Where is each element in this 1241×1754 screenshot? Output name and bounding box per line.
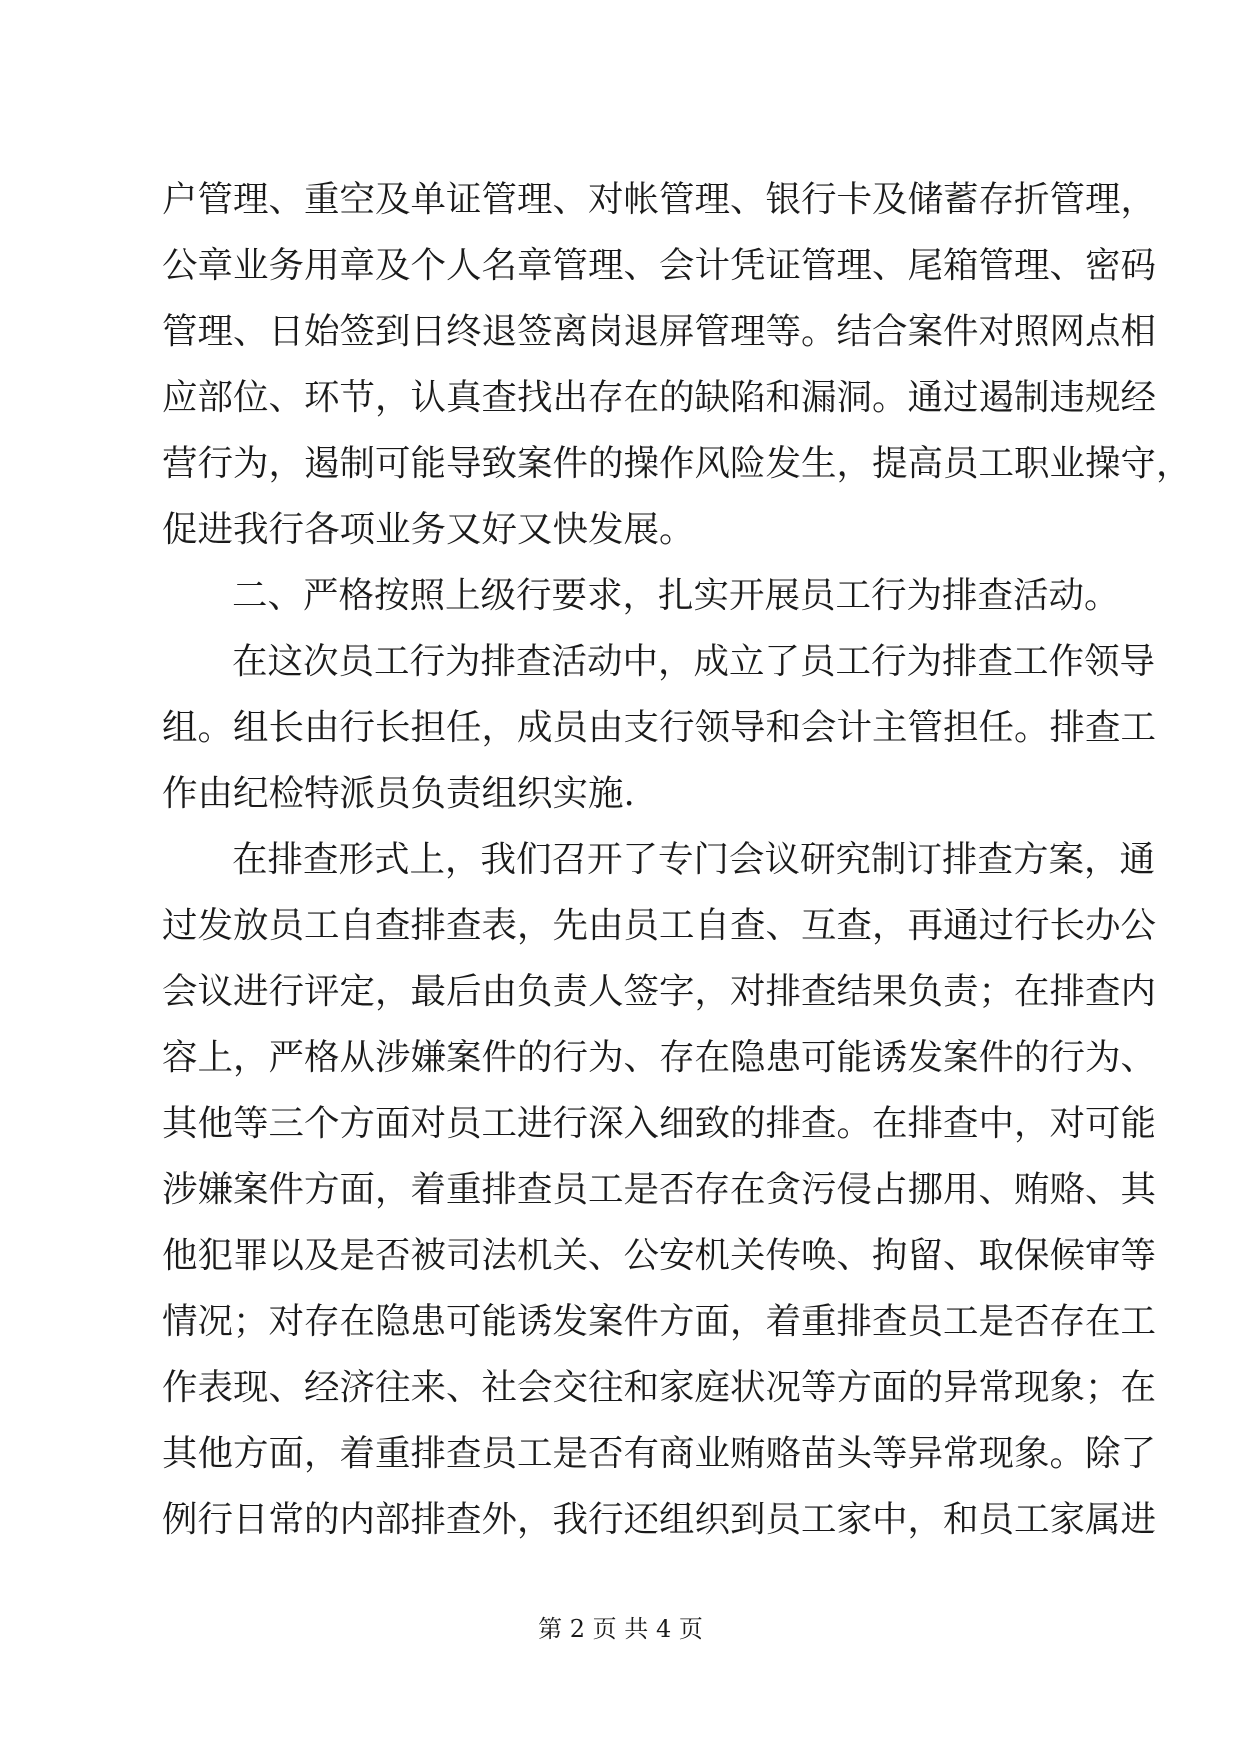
page-footer: 第 2 页 共 4 页 [538,1615,703,1643]
body-text-line: 作由纪检特派员负责组织实施. [162,773,635,814]
body-text-line: 其他等三个方面对员工进行深入细致的排查。在排查中，对可能 [162,1103,1157,1144]
body-text-line: 管理、日始签到日终退签离岗退屏管理等。结合案件对照网点相 [162,311,1157,352]
body-text-line: 涉嫌案件方面，着重排查员工是否存在贪污侵占挪用、贿赂、其 [162,1169,1157,1210]
body-text-line: 公章业务用章及个人名章管理、会计凭证管理、尾箱管理、密码 [162,245,1157,286]
body-text-line: 其他方面，着重排查员工是否有商业贿赂苗头等异常现象。除了 [162,1433,1157,1474]
body-text-line: 他犯罪以及是否被司法机关、公安机关传唤、拘留、取保候审等 [162,1235,1157,1276]
body-text-line: 应部位、环节，认真查找出存在的缺陷和漏洞。通过遏制违规经 [162,377,1157,418]
body-text-line: 营行为，遏制可能导致案件的操作风险发生，提高员工职业操守， [162,443,1192,484]
body-text-line: 过发放员工自查排查表，先由员工自查、互查，再通过行长办公 [162,905,1157,946]
section-heading: 二、严格按照上级行要求，扎实开展员工行为排查活动。 [232,575,1120,616]
body-text-line: 促进我行各项业务又好又快发展。 [162,509,695,550]
paragraph-first-line: 在这次员工行为排查活动中，成立了员工行为排查工作领导 [232,641,1156,682]
paragraph-first-line: 在排查形式上，我们召开了专门会议研究制订排查方案，通 [232,839,1156,880]
body-text-line: 情况；对存在隐患可能诱发案件方面，着重排查员工是否存在工 [162,1301,1157,1342]
body-text-line: 作表现、经济往来、社会交往和家庭状况等方面的异常现象；在 [162,1367,1157,1408]
body-text-line: 户管理、重空及单证管理、对帐管理、银行卡及储蓄存折管理， [162,179,1157,220]
body-text-line: 会议进行评定，最后由负责人签字，对排查结果负责；在排查内 [162,971,1157,1012]
body-text-line: 容上，严格从涉嫌案件的行为、存在隐患可能诱发案件的行为、 [162,1037,1157,1078]
body-text-line: 组。组长由行长担任，成员由支行领导和会计主管担任。排查工 [162,707,1157,748]
body-text-line: 例行日常的内部排查外，我行还组织到员工家中，和员工家属进 [162,1499,1157,1540]
